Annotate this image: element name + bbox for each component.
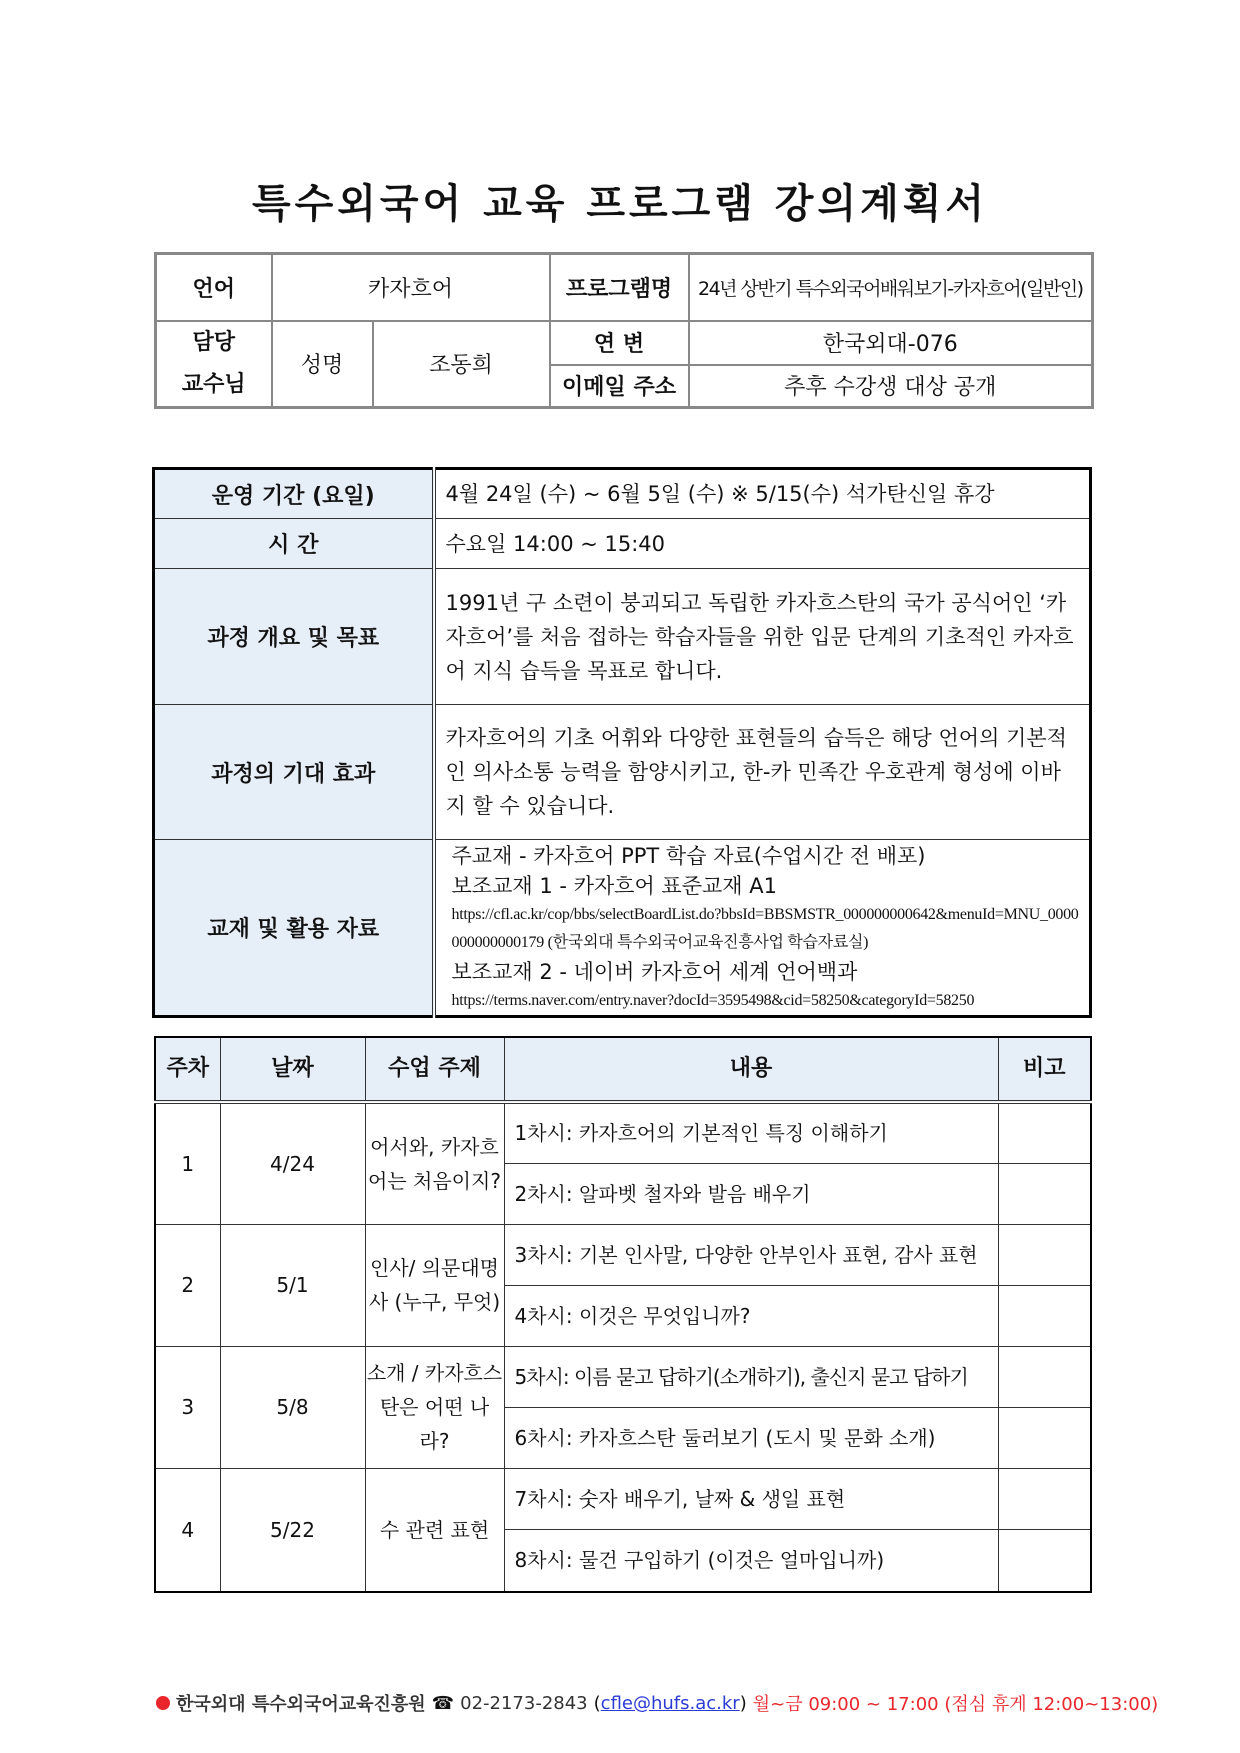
week-date: 5/22 [220, 1468, 365, 1592]
note-cell [998, 1346, 1091, 1407]
week-topic: 인사/ 의문대명사 (누구, 무엇) [365, 1224, 504, 1346]
session: 5차시: 이름 묻고 답하기(소개하기), 출신지 묻고 답하기 [504, 1346, 998, 1407]
week-date: 5/1 [220, 1224, 365, 1346]
header-topic: 수업 주제 [365, 1037, 504, 1102]
email-value: 추후 수강생 대상 공개 [689, 365, 1093, 408]
footer-phone: 02-2173-2843 [460, 1692, 588, 1714]
program-value: 24년 상반기 특수외국어배워보기-카자흐어(일반인) [689, 254, 1093, 321]
session: 1차시: 카자흐어의 기본적인 특징 이해하기 [504, 1102, 998, 1163]
session: 4차시: 이것은 무엇입니까? [504, 1285, 998, 1346]
footer-hours: 월~금 09:00 ~ 17:00 (점심 휴게 12:00~13:00) [752, 1694, 1159, 1715]
code-label: 연 변 [550, 321, 689, 365]
time-label: 시 간 [154, 519, 434, 569]
language-value: 카자흐어 [272, 254, 550, 321]
time-value: 수요일 14:00 ~ 15:40 [434, 519, 1091, 569]
note-cell [998, 1529, 1091, 1592]
period-value: 4월 24일 (수) ~ 6월 5일 (수) ※ 5/15(수) 석가탄신일 휴강 [434, 469, 1091, 519]
materials-label: 교재 및 활용 자료 [154, 840, 434, 1017]
table-row [155, 1468, 1091, 1529]
goal-value: 1991년 구 소련이 붕괴되고 독립한 카자흐스탄의 국가 공식어인 ‘카자흐어’를 처음 접하는 학습자들을 위한 입문 단계의 기초적인 카자흐어 지식 습득을 목표로 합니다. [434, 569, 1091, 705]
program-label: 프로그램명 [550, 254, 689, 321]
session: 3차시: 기본 인사말, 다양한 안부인사 표현, 감사 표현 [504, 1224, 998, 1285]
week-number: 3 [155, 1346, 220, 1468]
professor-label-1: 담당 [192, 329, 235, 355]
material-link-2[interactable]: https://terms.naver.com/entry.naver?docId=3595498&cid=58250&categoryId=58250 [451, 991, 975, 1009]
note-cell [998, 1163, 1091, 1224]
note-cell [998, 1102, 1091, 1163]
table-row [155, 1102, 1091, 1163]
professor-label [156, 321, 272, 408]
bullet-icon [156, 1696, 170, 1710]
schedule-table [154, 1036, 1092, 1593]
week-number: 2 [155, 1224, 220, 1346]
footer: 한국외대 특수외국어교육진흥원 ☎ 02-2173-2843 (cfle@hufs.ac.kr) 월~금 09:00 ~ 17:00 (점심 휴게 12:00~13:00) [156, 1690, 1158, 1716]
info-table [154, 252, 1094, 409]
week-date: 5/8 [220, 1346, 365, 1468]
week-number: 1 [155, 1102, 220, 1224]
session: 7차시: 숫자 배우기, 날짜 & 생일 표현 [504, 1468, 998, 1529]
code-value: 한국외대-076 [689, 321, 1093, 365]
note-cell [998, 1224, 1091, 1285]
session: 8차시: 물건 구입하기 (이것은 얼마입니까) [504, 1529, 998, 1592]
table-row [155, 1346, 1091, 1407]
effect-label: 과정의 기대 효과 [154, 705, 434, 840]
professor-label-2: 교수님 [181, 371, 246, 397]
week-topic: 소개 / 카자흐스탄은 어떤 나라? [365, 1346, 504, 1468]
note-cell [998, 1407, 1091, 1468]
material-sub-1: 보조교재 1 - 카자흐어 표준교재 A1 [451, 873, 777, 898]
session: 6차시: 카자흐스탄 둘러보기 (도시 및 문화 소개) [504, 1407, 998, 1468]
email-label: 이메일 주소 [550, 365, 689, 408]
effect-value: 카자흐어의 기초 어휘와 다양한 표현들의 습득은 해당 언어의 기본적인 의사소통 능력을 함양시키고, 한-카 민족간 우호관계 형성에 이바지 할 수 있습니다. [434, 705, 1091, 840]
name-label: 성명 [272, 321, 373, 408]
phone-icon: ☎ [431, 1692, 455, 1714]
header-week: 주차 [155, 1037, 220, 1102]
week-number: 4 [155, 1468, 220, 1592]
period-label: 운영 기간 (요일) [154, 469, 434, 519]
week-date: 4/24 [220, 1102, 365, 1224]
material-sub-2: 보조교재 2 - 네이버 카자흐어 세계 언어백과 [451, 959, 858, 984]
name-value: 조동희 [373, 321, 550, 408]
session: 2차시: 알파벳 철자와 발음 배우기 [504, 1163, 998, 1224]
footer-org: 한국외대 특수외국어교육진흥원 [176, 1694, 426, 1715]
goal-label: 과정 개요 및 목표 [154, 569, 434, 705]
material-link-1[interactable]: https://cfl.ac.kr/cop/bbs/selectBoardList.do?bbsId=BBSMSTR_000000000642&menuId=MNU_0000000000000179 (한국외대 특수외국어교육진흥사업 학습자료실) [451, 905, 1079, 951]
header-content: 내용 [504, 1037, 998, 1102]
page-title: 특수외국어 교육 프로그램 강의계획서 [251, 181, 989, 227]
table-row [155, 1224, 1091, 1285]
note-cell [998, 1285, 1091, 1346]
note-cell [998, 1468, 1091, 1529]
language-label: 언어 [156, 254, 272, 321]
material-main: 주교재 - 카자흐어 PPT 학습 자료(수업시간 전 배포) [451, 843, 926, 868]
week-topic: 수 관련 표현 [365, 1468, 504, 1592]
footer-email-link[interactable]: cfle@hufs.ac.kr [600, 1692, 740, 1714]
overview-table [152, 467, 1092, 1018]
header-date: 날짜 [220, 1037, 365, 1102]
header-note: 비고 [998, 1037, 1091, 1102]
week-topic: 어서와, 카자흐어는 처음이지? [365, 1102, 504, 1224]
